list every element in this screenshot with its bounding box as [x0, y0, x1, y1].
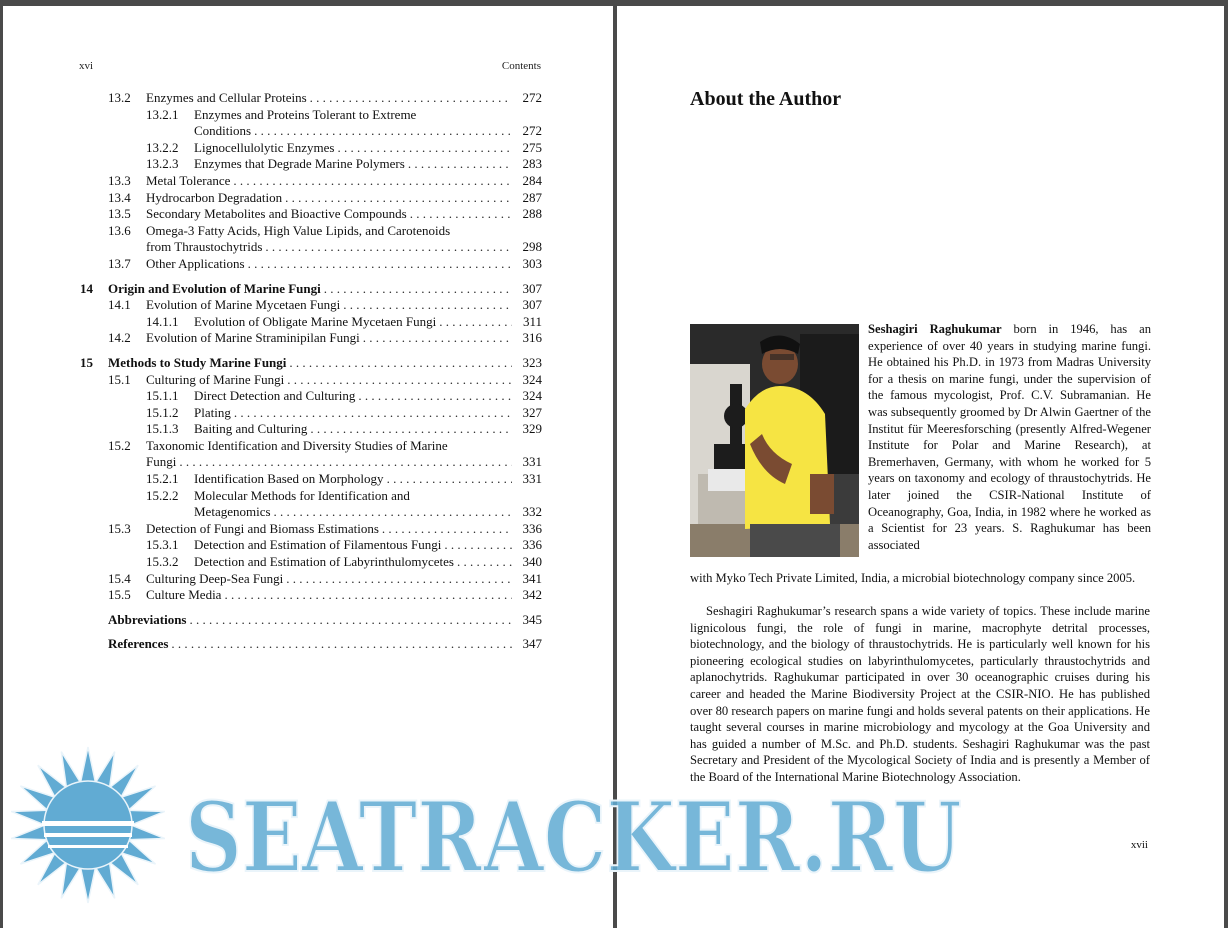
- toc-entry-number: 13.4: [108, 189, 131, 205]
- toc-dot-leader: [262, 239, 512, 256]
- toc-entry[interactable]: [80, 281, 542, 298]
- toc-spacer: [80, 604, 542, 612]
- toc-entry[interactable]: [80, 330, 542, 347]
- toc-entry-page: 323: [522, 354, 542, 370]
- toc-entry-page: 332: [522, 504, 542, 520]
- toc-entry[interactable]: [80, 587, 542, 604]
- toc-entry-title: Plating: [194, 404, 231, 420]
- toc-entry-number: 15.1: [108, 371, 131, 387]
- toc-entry-title: Direct Detection and Culturing: [194, 388, 356, 404]
- toc-entry-continued[interactable]: [80, 239, 542, 256]
- toc-entry-title: from Thraustochytrids: [146, 239, 263, 255]
- toc-dot-leader: [441, 537, 512, 554]
- toc-entry-page: 272: [522, 90, 542, 105]
- toc-dot-leader: [307, 90, 512, 107]
- toc-entry-page: 272: [522, 123, 542, 139]
- toc-entry-title: Enzymes that Degrade Marine Polymers: [194, 156, 405, 172]
- toc-entry-page: 324: [522, 371, 542, 387]
- toc-dot-leader: [384, 471, 512, 488]
- toc-entry-number: 14.2: [108, 330, 131, 346]
- toc-entry-title: Taxonomic Identification and Diversity Studies of Marine: [146, 437, 448, 453]
- toc-dot-leader: [271, 504, 512, 521]
- toc-dot-leader: [168, 636, 512, 653]
- toc-spacer: [80, 628, 542, 636]
- toc-entry-number: 15.1.3: [146, 421, 179, 437]
- toc-entry-page: 284: [522, 172, 542, 188]
- toc-dot-leader: [405, 156, 512, 173]
- toc-dot-leader: [334, 140, 512, 157]
- toc-entry[interactable]: [80, 190, 542, 207]
- page-folio-right: xvii: [1130, 839, 1148, 851]
- author-bio-research: Seshagiri Raghukumar’s research spans a wide variety of topics. These include marine lignicolous fungi, the role of fungi in marine, macrophyte detrital processes, biotechnology, and the biology of thraustochytrids. He is particularly well known for his pioneering ecological studies on labyrinthulomycetes, particularly thraustochytrids and aplanochytrids. Raghukumar participated in over 30 oceanographic cruises during his career and headed the Marine Biodiversity Project at the CSIR-NIO. He has published over 80 research papers on marine fungi and holds several patents on their applications. He taught several courses in marine microbiology and mycology at the Goa University and has guided a number of M.Sc. and Ph.D. students. Seshagiri Raghukumar was the past Secretary and President of the Mycological Society of India and is presently a Member of the Board of the International Marine Biotechnology Association.: [690, 604, 1150, 784]
- toc-entry-page: 340: [522, 554, 542, 570]
- toc-dot-leader: [231, 405, 512, 422]
- toc-entry[interactable]: [80, 488, 542, 505]
- toc-entry-title: Molecular Methods for Identification and: [194, 487, 410, 503]
- toc-entry-title: Fungi: [146, 454, 177, 470]
- toc-dot-leader: [436, 314, 512, 331]
- toc-dot-leader: [307, 421, 512, 438]
- toc-entry-number: 13.2.1: [146, 106, 179, 122]
- toc-dot-leader: [284, 372, 512, 389]
- toc-entry[interactable]: [80, 156, 542, 173]
- toc-entry-page: 342: [522, 587, 542, 603]
- toc-entry-title: Origin and Evolution of Marine Fungi: [108, 280, 321, 296]
- toc-entry[interactable]: [80, 521, 542, 538]
- toc-entry-number: 13.5: [108, 206, 131, 222]
- toc-entry-title: Detection and Estimation of Labyrinthulomycetes: [194, 554, 454, 570]
- toc-entry[interactable]: [80, 355, 542, 372]
- toc-entry[interactable]: [80, 223, 542, 240]
- toc-entry[interactable]: [80, 107, 542, 124]
- toc-dot-leader: [283, 571, 512, 588]
- toc-entry[interactable]: [80, 297, 542, 314]
- toc-entry-page: 331: [522, 454, 542, 470]
- toc-entry-title: Hydrocarbon Degradation: [146, 189, 283, 205]
- toc-entry-title: Enzymes and Cellular Proteins: [146, 90, 307, 105]
- toc-dot-leader: [245, 256, 512, 273]
- toc-entry-title: Metagenomics: [194, 504, 271, 520]
- toc-entry-title: Metal Tolerance: [146, 172, 231, 188]
- toc-entry-page: 288: [522, 206, 542, 222]
- toc-entry-title: Other Applications: [146, 255, 245, 271]
- toc-dot-leader: [454, 554, 512, 571]
- toc-entry-page: 331: [522, 471, 542, 487]
- toc-dot-leader: [379, 521, 512, 538]
- toc-dot-leader: [187, 612, 513, 629]
- toc-entry-title: Evolution of Obligate Marine Mycetaen Fungi: [194, 313, 437, 329]
- toc-entry-page: 303: [522, 255, 542, 271]
- toc-entry-page: 329: [522, 421, 542, 437]
- toc-entry[interactable]: [80, 173, 542, 190]
- toc-entry-page: 307: [522, 280, 542, 296]
- toc-entry-title: Detection and Estimation of Filamentous Fungi: [194, 537, 442, 553]
- toc-entry-number: 13.2.2: [146, 139, 179, 155]
- toc-entry[interactable]: [80, 388, 542, 405]
- toc-entry-title: Omega-3 Fatty Acids, High Value Lipids, and Carotenoids: [146, 222, 451, 238]
- toc-entry-page: 336: [522, 537, 542, 553]
- toc-dot-leader: [230, 173, 512, 190]
- toc-entry-page: 316: [522, 330, 542, 346]
- toc-entry-page: 287: [522, 189, 542, 205]
- toc-entry-continued[interactable]: [80, 123, 542, 140]
- toc-entry[interactable]: [80, 372, 542, 389]
- toc-dot-leader: [251, 123, 512, 140]
- toc-entry-page: 336: [522, 520, 542, 536]
- toc-entry-number: 15.3.1: [146, 537, 179, 553]
- toc-entry-number: 15.1.2: [146, 404, 179, 420]
- toc-dot-leader: [321, 281, 512, 298]
- toc-entry-title: Enzymes and Proteins Tolerant to Extreme: [194, 106, 417, 122]
- toc-entry[interactable]: [80, 140, 542, 157]
- toc-entry-page: 341: [522, 570, 542, 586]
- table-of-contents: [80, 90, 542, 653]
- toc-entry[interactable]: [80, 256, 542, 273]
- toc-entry-number: 15.1.1: [146, 388, 179, 404]
- toc-entry-page: 307: [522, 297, 542, 313]
- toc-spacer: [80, 347, 542, 355]
- toc-entry-title: Culturing Deep-Sea Fungi: [146, 570, 284, 586]
- toc-entry-number: 15.2: [108, 437, 131, 453]
- toc-entry-title: Identification Based on Morphology: [194, 471, 384, 487]
- toc-entry-title: Lignocellulolytic Enzymes: [194, 139, 335, 155]
- toc-entry-continued[interactable]: [80, 504, 542, 521]
- toc-entry-title: Baiting and Culturing: [194, 421, 308, 437]
- toc-entry[interactable]: [80, 554, 542, 571]
- page-folio-left: xvi: [79, 60, 94, 72]
- toc-entry-number: 13.2.3: [146, 156, 179, 172]
- toc-entry-page: 345: [522, 611, 542, 627]
- running-head: Contents: [501, 60, 541, 72]
- author-bio-intro-text: born in 1946, has an experience of over 40 years in studying marine fungi. He obtained his Ph.D. in 1973 from Madras University for a thesis on marine fungi, under the supervision of the famous mycologist, Prof. C.V. Subramanian. He was subsequently groomed by Dr Alwin Gaertner of the Institut für Meeresforsching (presently Alfred-Wegener Institute for Polar and Marine Research), at Bremerhaven, Germany, with whom he worked for 5 years on taxonomy and ecology of thraustochytrids. He later joined the CSIR-National Institute of Oceanography, Goa, India, in 1982 where he worked as a Scientist for 23 years. S. Raghukumar has been associated: [868, 322, 1151, 552]
- toc-entry-page: 324: [522, 388, 542, 404]
- toc-entry[interactable]: [80, 405, 542, 422]
- toc-entry-number: 15.5: [108, 587, 131, 603]
- toc-dot-leader: [407, 206, 512, 223]
- toc-entry-title: Methods to Study Marine Fungi: [108, 354, 287, 370]
- toc-entry-page: 327: [522, 404, 542, 420]
- toc-entry[interactable]: [80, 537, 542, 554]
- toc-dot-leader: [355, 388, 512, 405]
- toc-entry-title: References: [108, 636, 169, 652]
- toc-entry-number: 15.4: [108, 570, 131, 586]
- toc-entry[interactable]: [80, 314, 542, 331]
- author-photo: [690, 324, 859, 557]
- toc-dot-leader: [221, 587, 512, 604]
- toc-entry-page: 275: [522, 139, 542, 155]
- toc-entry-number: 13.6: [108, 222, 131, 238]
- toc-entry-number: 13.3: [108, 172, 131, 188]
- toc-entry-number: 13.2: [108, 90, 131, 105]
- toc-entry-title: Evolution of Marine Mycetaen Fungi: [146, 297, 341, 313]
- toc-entry[interactable]: [80, 421, 542, 438]
- toc-entry-title: Conditions: [194, 123, 252, 139]
- toc-entry-number: 13.7: [108, 255, 131, 271]
- toc-spacer: [80, 273, 542, 281]
- toc-entry-title: Evolution of Marine Straminipilan Fungi: [146, 330, 360, 346]
- toc-entry-number: 15: [80, 354, 93, 370]
- toc-entry-number: 15.3: [108, 520, 131, 536]
- toc-entry-number: 15.3.2: [146, 554, 179, 570]
- toc-entry-title: Culturing of Marine Fungi: [146, 371, 285, 387]
- toc-dot-leader: [282, 190, 512, 207]
- toc-entry[interactable]: [80, 471, 542, 488]
- toc-entry[interactable]: [80, 206, 542, 223]
- toc-entry[interactable]: [80, 612, 542, 629]
- toc-dot-leader: [176, 454, 512, 471]
- toc-entry-title: Culture Media: [146, 587, 222, 603]
- toc-entry-continued[interactable]: [80, 454, 542, 471]
- toc-entry[interactable]: [80, 636, 542, 653]
- toc-entry[interactable]: [80, 571, 542, 588]
- toc-entry-number: 14: [80, 280, 93, 296]
- toc-entry-page: 298: [522, 239, 542, 255]
- toc-dot-leader: [340, 297, 512, 314]
- toc-entry-page: 311: [522, 313, 542, 329]
- toc-entry-number: 14.1.1: [146, 313, 179, 329]
- author-name: Seshagiri Raghukumar: [868, 322, 1002, 336]
- toc-dot-leader: [360, 330, 512, 347]
- author-bio-continued: with Myko Tech Private Limited, India, a microbial biotechnology company since 2005.: [690, 571, 1136, 585]
- toc-entry-title: Abbreviations: [108, 611, 187, 627]
- toc-entry-title: Detection of Fungi and Biomass Estimations: [146, 520, 379, 536]
- watermark-text: SEATRACKER.RU: [185, 781, 962, 894]
- page-title: About the Author: [690, 88, 842, 110]
- toc-entry-title: Secondary Metabolites and Bioactive Compounds: [146, 206, 407, 222]
- toc-entry-page: 283: [522, 156, 542, 172]
- author-bio-intro: [868, 321, 1151, 553]
- toc-dot-leader: [286, 355, 512, 372]
- toc-entry[interactable]: [80, 90, 542, 107]
- toc-entry-number: 15.2.1: [146, 471, 179, 487]
- toc-entry-number: 14.1: [108, 297, 131, 313]
- toc-entry-page: 347: [522, 636, 542, 652]
- toc-entry[interactable]: [80, 438, 542, 455]
- toc-entry-number: 15.2.2: [146, 487, 179, 503]
